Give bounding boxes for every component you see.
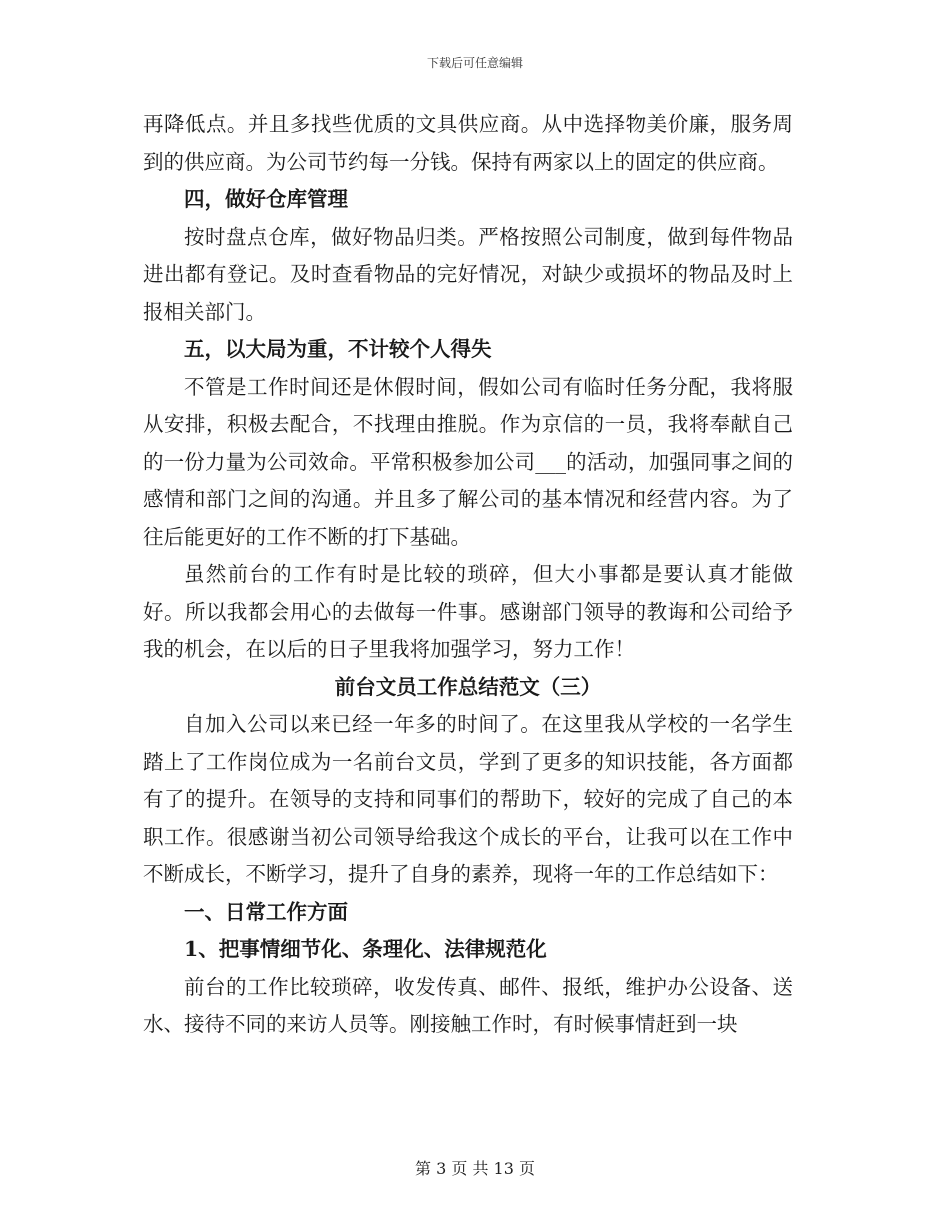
paragraph-overall: 不管是工作时间还是休假时间，假如公司有临时任务分配，我将服从安排，积极去配合，不找理由推脱。作为京信的一员，我将奉献自己的一份力量为公司效命。平常积极参加公司___的活动，加强同事之间的感情和部门之间的沟通。并且多了解公司的基本情况和经营内容。为了往后能更好的工作不断的打下基础。 (143, 374, 793, 549)
page-header-note: 下载后可任意编辑 (426, 56, 523, 70)
paragraph-warehouse: 按时盘点仓库，做好物品归类。严格按照公司制度，做到每件物品进出都有登记。及时查看物品的完好情况，对缺少或损坏的物品及时上报相关部门。 (143, 224, 793, 324)
subsection-heading-detail: 1、把事情细节化、条理化、法律规范化 (184, 937, 547, 961)
section-heading-daily-work: 一、日常工作方面 (184, 899, 348, 924)
paragraph-conclusion: 虽然前台的工作有时是比较的琐碎，但大小事都是要认真才能做好。所以我都会用心的去做每一件事。感谢部门领导的教诲和公司给予我的机会，在以后的日子里我将加强学习，努力工作！ (143, 562, 793, 661)
paragraph-intro: 自加入公司以来已经一年多的时间了。在这里我从学校的一名学生踏上了工作岗位成为一名前台文员，学到了更多的知识技能，各方面都有了的提升。在领导的支持和同事们的帮助下，较好的完成了自己的本职工作。很感谢当初公司领导给我这个成长的平台，让我可以在工作中不断成长，不断学习，提升了自身的素养，现将一年的工作总结如下： (143, 712, 793, 886)
page-number: 第 3 页 共 13 页 (415, 1159, 535, 1178)
section-heading-overall: 五，以大局为重，不计较个人得失 (184, 337, 492, 361)
paragraph-front-desk: 前台的工作比较琐碎，收发传真、邮件、报纸，维护办公设备、送水、接待不同的来访人员等。刚接触工作时，有时候事情赶到一块 (143, 974, 793, 1036)
section-heading-warehouse: 四，做好仓库管理 (184, 187, 348, 211)
paragraph-continued: 再降低点。并且多找些优质的文具供应商。从中选择物美价廉，服务周到的供应商。为公司节约每一分钱。保持有两家以上的固定的供应商。 (143, 112, 793, 174)
document-body (143, 106, 793, 1044)
article-title: 前台文员工作总结范文（三） (334, 674, 602, 699)
